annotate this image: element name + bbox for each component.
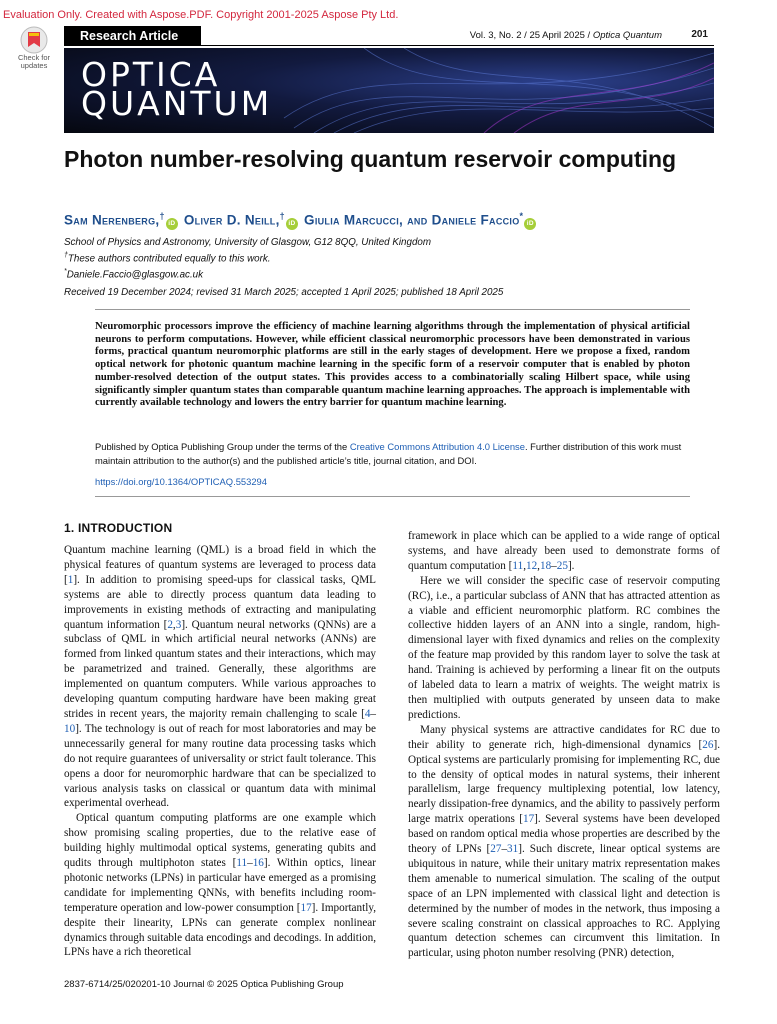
affiliations [64,237,431,282]
author-name[interactable]: Oliver D. Neill, [183,212,280,228]
logo-line-quantum: QUANTUM [81,84,273,123]
logo-line-optica: OPTICA [81,55,221,94]
author-name[interactable]: Giulia Marcucci, and Daniele Faccio [304,212,520,228]
journal-citation [470,30,662,41]
note-mark: † [64,251,68,259]
abstract-text: Neuromorphic processors improve the efficiency of machine learning algorithms through the implementation of physical artificial neurons to perform computations. However, while efficient classical neuromorphic processors have been demonstrated in various forms, practical quantum neuromorphic platforms are still in the early stages of development. Here we propose a fixed, random optical network for photonic quantum machine learning in the specific form of a reservoir computer that is enabled by photon number-resolved detection of the output states. This provides access to a combinatorially scaling Hilbert space, while using significantly simpler quantum states than comparable quantum machine learning approaches. The approach is implementable with currently available technology and lowers the entry barrier for quantum machine learning. [95,321,690,409]
author-name[interactable]: Sam Nerenberg, [64,212,160,228]
orcid-icon[interactable]: iD [166,218,178,230]
abstract-top-rule [95,309,690,310]
optica-quantum-logo [81,55,273,123]
citation-link[interactable]: 3 [175,618,182,631]
citation-link[interactable]: 25 [556,559,568,572]
note-mark: * [64,267,67,275]
license-text-before: Published by Optica Publishing Group under the terms of the [95,441,350,452]
citation-link[interactable]: 17 [522,813,535,826]
citation-link[interactable]: 18 [539,559,552,572]
citation-link[interactable]: 26 [702,738,714,751]
citation-link[interactable]: 17 [300,901,312,914]
email-text: Daniele.Faccio@glasgow.ac.uk [66,269,204,281]
page-number: 201 [691,29,708,40]
journal-name: Optica Quantum [592,30,662,41]
orcid-icon[interactable]: iD [524,218,536,230]
license-statement [95,440,690,467]
license-text-after: . Further distribution of this work must maintain attribution to the author(s) and the published article’s title, journal citation, and DOI. [95,441,682,466]
corresponding-email[interactable] [64,266,431,282]
body-paragraph: Quantum machine learning (QML) is a broad field in which the physical features of quantum systems are leveraged to process data [1]. In addition to promising speed-ups for classical tasks, QML systems are able to directly process quantum data leading to improvements in existing methods of extracting and manipulating quantum information [2,3]. Quantum neural networks (QNNs) are a subclass of QML in which artificial neural networks (ANNs) are formed from linked quantum states and their interactions, which may be parametrized and trained. Generally, these algorithms are implemented on quantum computers. While various approaches to developing quantum computing hardware have been making great strides in recent years, the majority remain challenging to scale [4–10]. The technology is out of reach for most laboratories and may be unnecessarily general for many routine data processing tasks which do not require guarantees of universality or strict fault tolerance. This opens a door for neuromorphic hardware that can be specialized to various analysis tasks on classical or quantum data with minimal experimental overhead. [64,544,376,810]
page-footer: 2837-6714/25/020201-10 Journal © 2025 Optica Publishing Group [64,979,344,990]
check-updates-line2: updates [20,61,48,70]
author-mark: † [159,211,165,221]
section-heading: 1. INTRODUCTION [64,521,173,535]
citation-link[interactable]: 10 [64,722,76,735]
citation-link[interactable]: 12 [525,559,538,572]
journal-header-bar [64,26,714,46]
right-column [408,529,720,961]
author-mark: * [519,211,524,221]
article-type-label: Research Article [64,26,201,46]
abstract-bottom-rule [95,496,690,497]
left-column [64,543,376,960]
citation-link[interactable]: 16 [252,857,264,870]
citation-link[interactable]: 1 [67,573,74,586]
citation-link[interactable]: 11 [512,559,524,572]
citation-link[interactable]: 11 [236,857,248,870]
citation-link[interactable]: 31 [507,843,519,856]
check-updates-icon [19,26,49,54]
citation-link[interactable]: 4 [364,707,371,720]
equal-contribution-note [64,250,431,266]
body-paragraph: Here we will consider the specific case of reservoir computing (RC), i.e., a particular subclass of ANN that has attracted attention as a viable and efficient neuromorphic platform. RC combines the collective hidden layers of an ANN into a single, random, high-dimensional layer with fixed dynamics and relies on the complexity of the feature map provided by this random layer to solve the task at hand. Training is achieved by performing a linear fit on the outputs of labeled data to learn a matrix of weights. The weight matrix is then multiplied with outputs generated by unseen data to make predictions. [408,574,720,721]
author-mark: † [279,211,285,221]
body-paragraph: Many physical systems are attractive candidates for RC due to their ability to generate rich, high-dimensional dynamics [26]. Optical systems are particularly promising for implementing RC, due to the density of optical modes in natural systems, their inherent parallelism, large frequency multiplexing potential, low latency, nearly dissipation-free dynamics, and the ability to passively perform large matrix operations [17]. Several systems have been developed based on random optical media whose properties are described by the theory of LPNs [27–31]. Such discrete, linear optical systems are ubiquitous in nature, while their unitary matrix representation makes them amenable to numerical simulation. The scaling of the output space of an LPN implemented with classical light and detection is determined by the number of modes in the network, thus imposing a severe scaling constraint on classical approaches to RC. Applying quantum detection schemes can circumvent this limitation. In particular, using photon number resolving (PNR) detection, [408,723,720,960]
orcid-icon[interactable]: iD [286,218,298,230]
publication-dates: Received 19 December 2024; revised 31 March 2025; accepted 1 April 2025; published 18 April 2025 [64,287,504,298]
journal-banner [64,48,714,133]
doi-link[interactable]: https://doi.org/10.1364/OPTICAQ.553294 [95,476,267,487]
author-list [64,211,714,230]
journal-volume-date: Vol. 3, No. 2 / 25 April 2025 / [469,30,593,41]
check-for-updates-badge[interactable] [9,26,59,70]
body-paragraph: framework in place which can be applied to a wide range of optical systems, and have already been used to demonstrate forms of quantum computation [11,12,18–25]. [408,530,720,572]
evaluation-watermark: Evaluation Only. Created with Aspose.PDF. Copyright 2001-2025 Aspose Pty Ltd. [3,9,399,21]
affiliation-line: School of Physics and Astronomy, University of Glasgow, G12 8QQ, United Kingdom [64,237,432,248]
citation-link[interactable]: 27 [490,843,502,856]
check-updates-line1: Check for [17,53,51,62]
citation-link[interactable]: 2 [167,618,173,631]
article-title: Photon number-resolving quantum reservoir computing [64,146,677,172]
note-text: These authors contributed equally to this work. [67,253,271,265]
license-link[interactable]: Creative Commons Attribution 4.0 License [349,441,525,452]
body-paragraph: Optical quantum computing platforms are one example which show promising scaling properties, due to the relative ease of building highly multimodal optical systems, generating qubits and qudits through multiphoton states [11–16]. Within optics, linear photonic networks (LPNs) in particular have emerged as a promising candidate for implementing QNNs, with benefits including room-temperature operation and low-power consumption [17]. Importantly, despite their linearity, LPNs can generate complex nonlinear dynamics through suitable data encodings and decodings. In addition, LPNs have a rich theoretical [64,812,376,959]
